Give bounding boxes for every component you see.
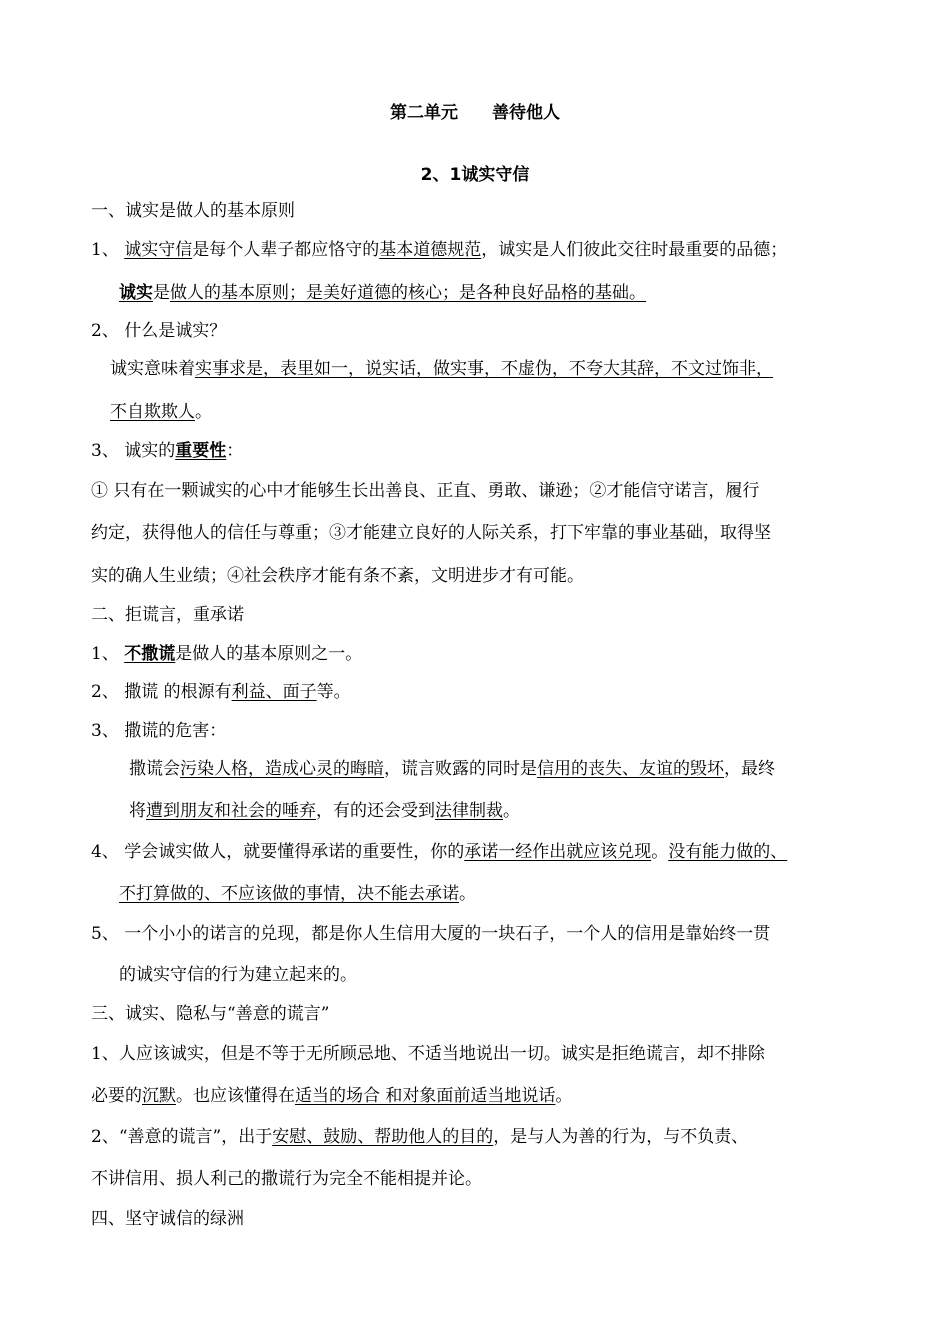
- s3-item1-line1: 1、人应该诚实，但是不等于无所顾忌地、不适当地说出一切。诚实是拒绝谎言，却不排除: [91, 1044, 765, 1064]
- key-term: 沉默: [142, 1086, 176, 1106]
- s2-item3-line1: [129, 758, 775, 780]
- key-term: 没有能力做的、: [668, 842, 788, 862]
- key-term: 污染人格，造成心灵的晦暗: [180, 759, 384, 779]
- key-term: 遭到朋友和社会的唾弃: [146, 801, 316, 821]
- text-run: 必要的: [91, 1086, 142, 1106]
- text-run: 2、“善意的谎言”，出于: [91, 1127, 273, 1147]
- s1-item3-heading: [91, 440, 243, 462]
- text-run: ，最终: [724, 759, 775, 779]
- text-run: 。: [195, 402, 212, 422]
- key-term: 不打算做的、不应该做的事情，决不能去承诺: [119, 884, 459, 904]
- s1-item1-line1: [91, 239, 787, 261]
- s1-item2-line1: [110, 358, 773, 380]
- s2-item5-line1: 5、 一个小小的诺言的兑现，都是你人生信用大厦的一块石子，一个人的信用是靠始终一贯: [91, 924, 771, 944]
- text-run: ，诚实是人们彼此交往时最重要的品德；: [481, 240, 788, 260]
- s1-item3-line3: 实的确人生业绩；④社会秩序才能有条不紊，文明进步才有可能。: [91, 566, 584, 586]
- key-term: 基本道德规范: [379, 240, 482, 260]
- s2-item2: [91, 681, 351, 703]
- text-run: 是: [153, 283, 170, 303]
- text-run: 撒谎会: [129, 759, 180, 779]
- text-run: 。: [651, 842, 669, 862]
- text-run: 3、 诚实的: [91, 441, 176, 461]
- text-run: 。也应该懂得在: [176, 1086, 295, 1106]
- text-run: 是做人的基本原则之一。: [175, 644, 363, 664]
- key-term: 承诺一经作出就应该兑现: [464, 842, 652, 862]
- lesson-title: 2、1诚实守信: [420, 165, 530, 185]
- s1-item2-line2: [110, 401, 212, 423]
- text-run: 。: [459, 884, 476, 904]
- section-2-heading: 二、拒谎言，重承诺: [91, 605, 244, 625]
- text-run: ：: [226, 441, 244, 461]
- text-run: 。: [555, 1086, 573, 1106]
- text-run: 等。: [316, 682, 351, 702]
- text-run: ，是与人为善的行为，与不负责、: [493, 1127, 749, 1147]
- s1-item2-heading: 2、 什么是诚实？: [91, 321, 227, 341]
- text-run: 将: [129, 801, 146, 821]
- key-term: 诚实守信: [124, 240, 193, 260]
- s1-item1-line2: [119, 282, 646, 304]
- s3-item1-line2: [91, 1085, 572, 1107]
- key-term: 不自欺欺人: [110, 402, 195, 422]
- s2-item3-heading: 3、 撒谎的危害：: [91, 721, 227, 741]
- key-term: 诚实: [119, 283, 153, 303]
- key-term: 做人的基本原则；是美好道德的核心；是各种良好品格的基础。: [170, 283, 646, 303]
- text-run: 4、 学会诚实做人，就要懂得承诺的重要性，你的: [91, 842, 465, 862]
- text-run: 诚实意味着: [110, 359, 195, 379]
- text-run: ，有的还会受到: [316, 801, 435, 821]
- text-run: 2、 撒谎 的根源有: [91, 682, 232, 702]
- unit-title: 第二单元 善待他人: [390, 103, 560, 123]
- key-term: 适当的场合 和对象面前适当地说话: [295, 1086, 556, 1106]
- text-run: 是每个人辈子都应恪守的: [192, 240, 380, 260]
- key-term: 不撒谎: [124, 644, 176, 664]
- s3-item2-line1: [91, 1126, 748, 1148]
- text-run: 1、: [91, 240, 125, 260]
- key-term: 重要性: [175, 441, 227, 461]
- key-term: 实事求是，表里如一，说实话，做实事，不虚伪，不夸大其辞，不文过饰非，: [195, 359, 773, 379]
- s1-item3-line1: ① 只有在一颗诚实的心中才能够生长出善良、正直、勇敢、谦逊；②才能信守诺言，履行: [91, 481, 760, 501]
- s2-item4-line2: [119, 883, 476, 905]
- key-term: 法律制裁: [435, 801, 503, 821]
- section-4-heading: 四、坚守诚信的绿洲: [91, 1209, 244, 1229]
- section-3-heading: 三、诚实、隐私与“善意的谎言”: [91, 1004, 330, 1024]
- text-run: ，谎言败露的同时是: [384, 759, 537, 779]
- text-run: 。: [503, 801, 520, 821]
- key-term: 利益、面子: [231, 682, 317, 702]
- s2-item4-line1: [91, 841, 787, 863]
- s2-item1: [91, 643, 362, 665]
- s1-item3-line2: 约定，获得他人的信任与尊重；③才能建立良好的人际关系，打下牢靠的事业基础，取得坚: [91, 523, 771, 543]
- section-1-heading: 一、诚实是做人的基本原则: [91, 201, 295, 221]
- s3-item2-line2: 不讲信用、损人利己的撒谎行为完全不能相提并论。: [91, 1169, 482, 1189]
- s2-item3-line2: [129, 800, 520, 822]
- text-run: 1、: [91, 644, 125, 664]
- key-term: 安慰、鼓励、帮助他人的目的: [272, 1127, 494, 1147]
- key-term: 信用的丧失、友谊的毁坏: [537, 759, 724, 779]
- s2-item5-line2: 的诚实守信的行为建立起来的。: [119, 965, 357, 985]
